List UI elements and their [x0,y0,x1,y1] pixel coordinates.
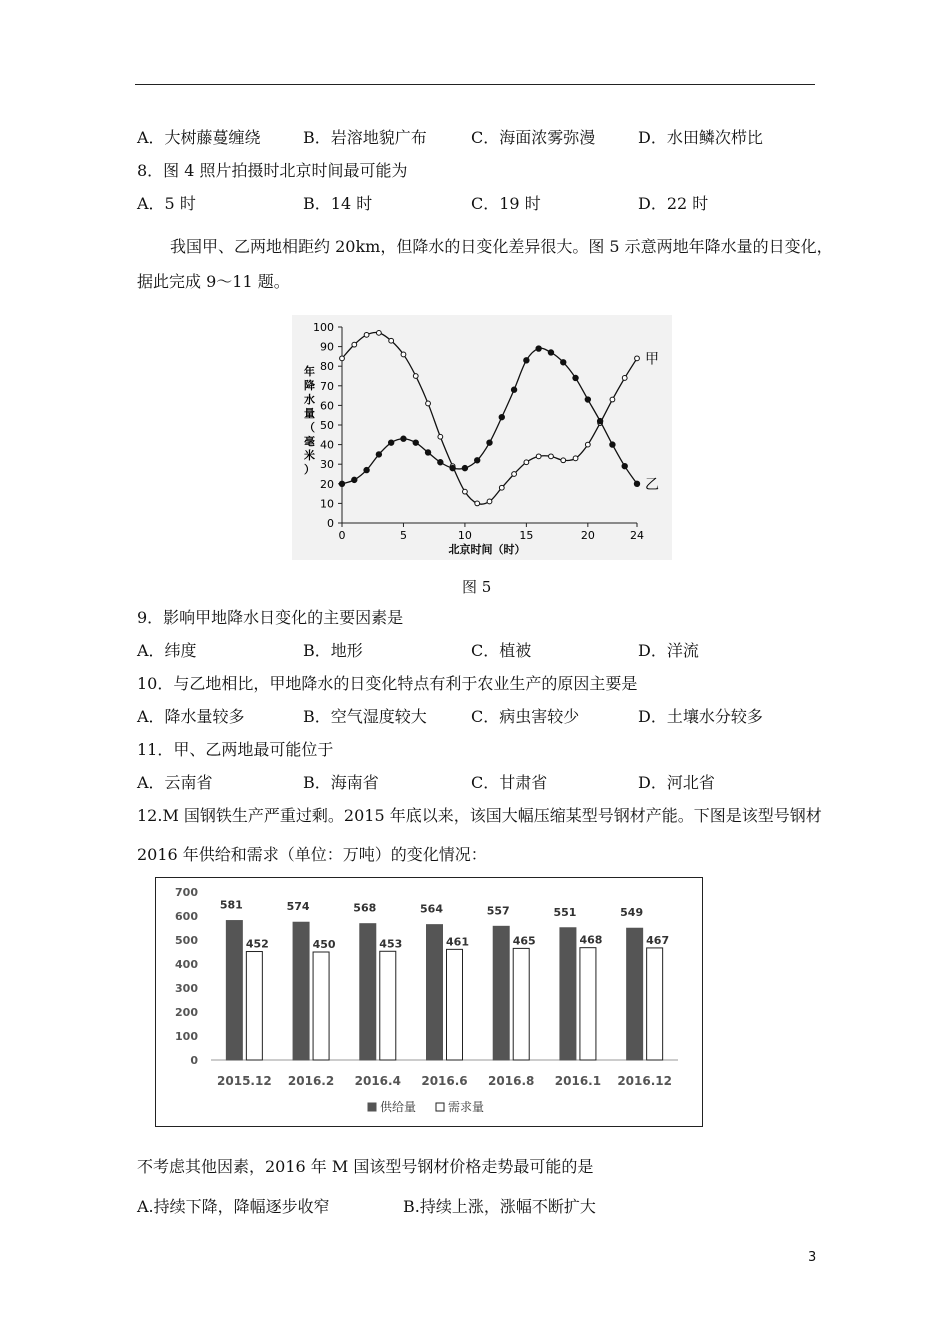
q7-option-b: B．岩溶地貌广布 [303,128,427,147]
bar-x-tick-label: 2016.2 [287,1074,335,1088]
figure5-point-甲 [463,489,468,494]
q10-option-a: A．降水量较多 [137,707,245,726]
bar-legend-swatch [368,1103,376,1111]
bar-y-tick-label: 0 [190,1054,198,1067]
figure5-point-乙 [462,465,467,470]
figure5-y-tick-label: 0 [327,517,334,530]
bar-data-label: 568 [353,901,377,915]
figure5-y-tick-label: 90 [320,340,334,354]
figure5-point-甲 [376,330,381,335]
figure5-point-甲 [635,356,640,361]
figure5-point-乙 [573,375,578,380]
figure5-y-axis-label-char: 降 [304,379,315,392]
figure5-y-tick-label: 100 [313,321,334,334]
q11-stem: 11．甲、乙两地最可能位于 [137,740,334,759]
bar-x-tick-label: 2016.1 [554,1074,602,1088]
q9-option-d: D．洋流 [638,641,699,660]
figure5-point-乙 [561,360,566,365]
figure5-x-tick-label: 20 [580,529,595,542]
figure5-point-甲 [622,376,627,381]
figure5-point-乙 [401,436,406,441]
figure5-point-乙 [388,440,393,445]
figure5-point-乙 [536,346,541,351]
q8-option-b: B．14 时 [303,194,373,213]
bar-data-label: 467 [646,933,670,947]
figure5-x-tick-label: 24 [630,529,644,542]
bar-data-label: 468 [579,933,603,947]
figure5-point-乙 [425,450,430,455]
q9-option-a: A．纬度 [137,641,197,660]
figure5-point-乙 [585,397,590,402]
figure5-y-tick-label: 80 [320,360,334,374]
bar-x-tick-label: 2016.8 [488,1074,535,1088]
q10-stem: 10．与乙地相比，甲地降水的日变化特点有利于农业生产的原因主要是 [137,674,638,693]
figure5-point-甲 [512,472,517,477]
intro-line-1: 我国甲、乙两地相距约 20km，但降水的日变化差异很大。图 5 示意两地年降水量的日变化， [170,237,833,256]
q7-option-a: A．大树藤蔓缠绕 [137,128,261,147]
figure5-point-乙 [475,458,480,463]
figure5-point-甲 [573,456,578,461]
bar-legend-label: 供给量 [380,1100,417,1114]
supply-bar [627,928,643,1060]
q10-option-b: B．空气湿度较大 [303,707,427,726]
figure5-y-tick-label: 60 [320,399,334,413]
figure5-y-tick-label: 30 [320,458,334,472]
figure5-point-甲 [340,356,345,361]
q9-stem: 9．影响甲地降水日变化的主要因素是 [137,608,404,627]
bar-legend-label: 需求量 [448,1100,485,1114]
q8-option-a: A．5 时 [137,194,196,213]
figure5-point-乙 [622,463,627,468]
bar-data-label: 461 [446,935,469,949]
intro-line-2: 据此完成 9～11 题。 [137,272,290,291]
figure5-point-甲 [524,460,529,465]
figure5-x-axis-label: 北京时间（时） [448,543,526,556]
figure5-y-tick-label: 20 [320,477,334,491]
bar-data-label: 452 [245,937,269,951]
figure5-y-tick-label: 70 [320,379,334,393]
bar-y-tick-label: 400 [175,958,198,971]
figure5-point-甲 [438,434,443,439]
q9-option-b: B．地形 [303,641,363,660]
bar-chart-svg [156,878,701,1125]
figure5-point-乙 [499,414,504,419]
figure5-point-乙 [524,358,529,363]
figure5-series-label: 甲 [645,351,659,368]
supply-demand-bar-chart [155,877,703,1127]
bar-x-tick-label: 2015.12 [217,1074,272,1088]
bar-y-tick-label: 200 [175,1006,198,1019]
figure5-point-甲 [352,342,357,347]
q11-option-a: A．云南省 [137,773,213,792]
bar-data-label: 557 [486,904,510,918]
figure5-point-乙 [450,465,455,470]
bar-x-tick-label: 2016.6 [421,1074,468,1088]
figure5-x-tick-label: 15 [519,529,534,542]
q7-option-c: C．海面浓雾弥漫 [471,128,596,147]
figure5-y-tick-label: 10 [320,497,334,511]
figure5-y-tick-label: 50 [320,419,334,432]
figure5-point-甲 [475,501,480,506]
q7-option-d: D．水田鳞次栉比 [638,128,763,147]
demand-bar [580,948,596,1060]
bar-y-tick-label: 100 [175,1030,198,1043]
page-number: 3 [808,1250,817,1265]
demand-bar [647,948,663,1060]
figure5-point-甲 [499,485,504,490]
figure5-y-axis-label-char: 米 [304,449,315,462]
figure5-y-axis-label-char: 水 [304,393,315,406]
figure5-point-甲 [610,397,615,402]
q10-option-c: C．病虫害较少 [471,707,580,726]
figure5-point-甲 [549,454,554,459]
figure5-point-甲 [487,499,492,504]
figure5-point-乙 [610,442,615,447]
q11-option-b: B．海南省 [303,773,379,792]
figure5-point-甲 [413,374,418,379]
q12-question: 不考虑其他因素，2016 年 M 国该型号钢材价格走势最可能的是 [137,1157,594,1176]
figure5-caption: 图 5 [462,578,492,596]
bar-data-label: 549 [620,906,644,920]
q11-option-c: C．甘肃省 [471,773,548,792]
bar-data-label: 453 [379,937,403,951]
supply-bar [560,928,576,1060]
figure5-y-axis-label-char: ） [304,463,315,476]
figure5-y-axis-label-char: 年 [304,365,315,378]
q12-line-1: 12.M 国钢铁生产严重过剩。2015 年底以来，该国大幅压缩某型号钢材产能。下图是该型号钢材 [137,806,822,825]
q12-option-b: B.持续上涨，涨幅不断扩大 [403,1197,596,1216]
supply-bar [293,922,309,1060]
figure5-x-tick-label: 5 [399,529,407,542]
q8-option-c: C．19 时 [471,194,541,213]
figure5-point-甲 [426,401,431,406]
q12-line-2: 2016 年供给和需求（单位：万吨）的变化情况： [137,845,487,864]
bar-data-label: 465 [512,934,536,948]
figure5-point-乙 [511,387,516,392]
figure5-point-乙 [597,418,602,423]
figure5-point-甲 [401,352,406,357]
demand-bar [513,948,529,1060]
bar-data-label: 581 [219,898,243,912]
q8-option-d: D．22 时 [638,194,709,213]
bar-y-tick-label: 700 [175,886,198,899]
figure5-y-axis-label-char: （ [304,421,315,434]
bar-x-tick-label: 2016.4 [354,1074,401,1088]
demand-bar [246,952,262,1060]
supply-bar [360,924,376,1060]
bar-y-tick-label: 500 [175,934,198,947]
bar-data-label: 450 [312,938,336,951]
figure5-point-甲 [585,442,590,447]
demand-bar [313,952,329,1060]
figure5-x-tick-label: 10 [457,529,472,542]
bar-data-label: 574 [286,900,310,914]
figure5-point-甲 [561,458,566,463]
figure5-point-乙 [376,452,381,457]
q10-option-d: D．土壤水分较多 [638,707,763,726]
figure5-point-甲 [389,338,394,343]
supply-bar [226,921,242,1060]
figure5-point-乙 [487,440,492,445]
figure5-point-乙 [438,460,443,465]
demand-bar [447,949,463,1060]
bar-data-label: 551 [553,905,577,919]
figure5-point-乙 [364,467,369,472]
header-rule [135,84,815,85]
figure5-point-乙 [339,481,344,486]
q11-option-d: D．河北省 [638,773,715,792]
bar-y-tick-label: 600 [175,910,198,923]
demand-bar [380,951,396,1060]
q9-option-c: C．植被 [471,641,532,660]
figure5-point-甲 [364,332,369,337]
bar-y-tick-label: 300 [175,982,198,995]
q12-option-a: A.持续下降，降幅逐步收窄 [137,1197,330,1216]
bar-x-tick-label: 2016.12 [617,1074,672,1088]
figure5-point-乙 [634,481,639,486]
figure5-point-乙 [352,477,357,482]
supply-bar [493,926,509,1060]
figure5-y-axis-label-char: 毫 [304,435,315,448]
bar-data-label: 564 [420,902,443,916]
figure5-point-乙 [548,350,553,355]
figure5-series-label: 乙 [645,476,659,493]
figure5-x-tick-label: 0 [338,529,346,542]
bar-legend-swatch [436,1103,444,1111]
figure5-line-chart [292,315,672,560]
q8-stem: 8．图 4 照片拍摄时北京时间最可能为 [137,161,408,180]
figure5-point-甲 [536,454,541,459]
figure5-y-tick-label: 40 [320,438,334,452]
figure5-point-乙 [413,440,418,445]
figure5-y-axis-label-char: 量 [304,407,315,420]
supply-bar [427,925,443,1060]
